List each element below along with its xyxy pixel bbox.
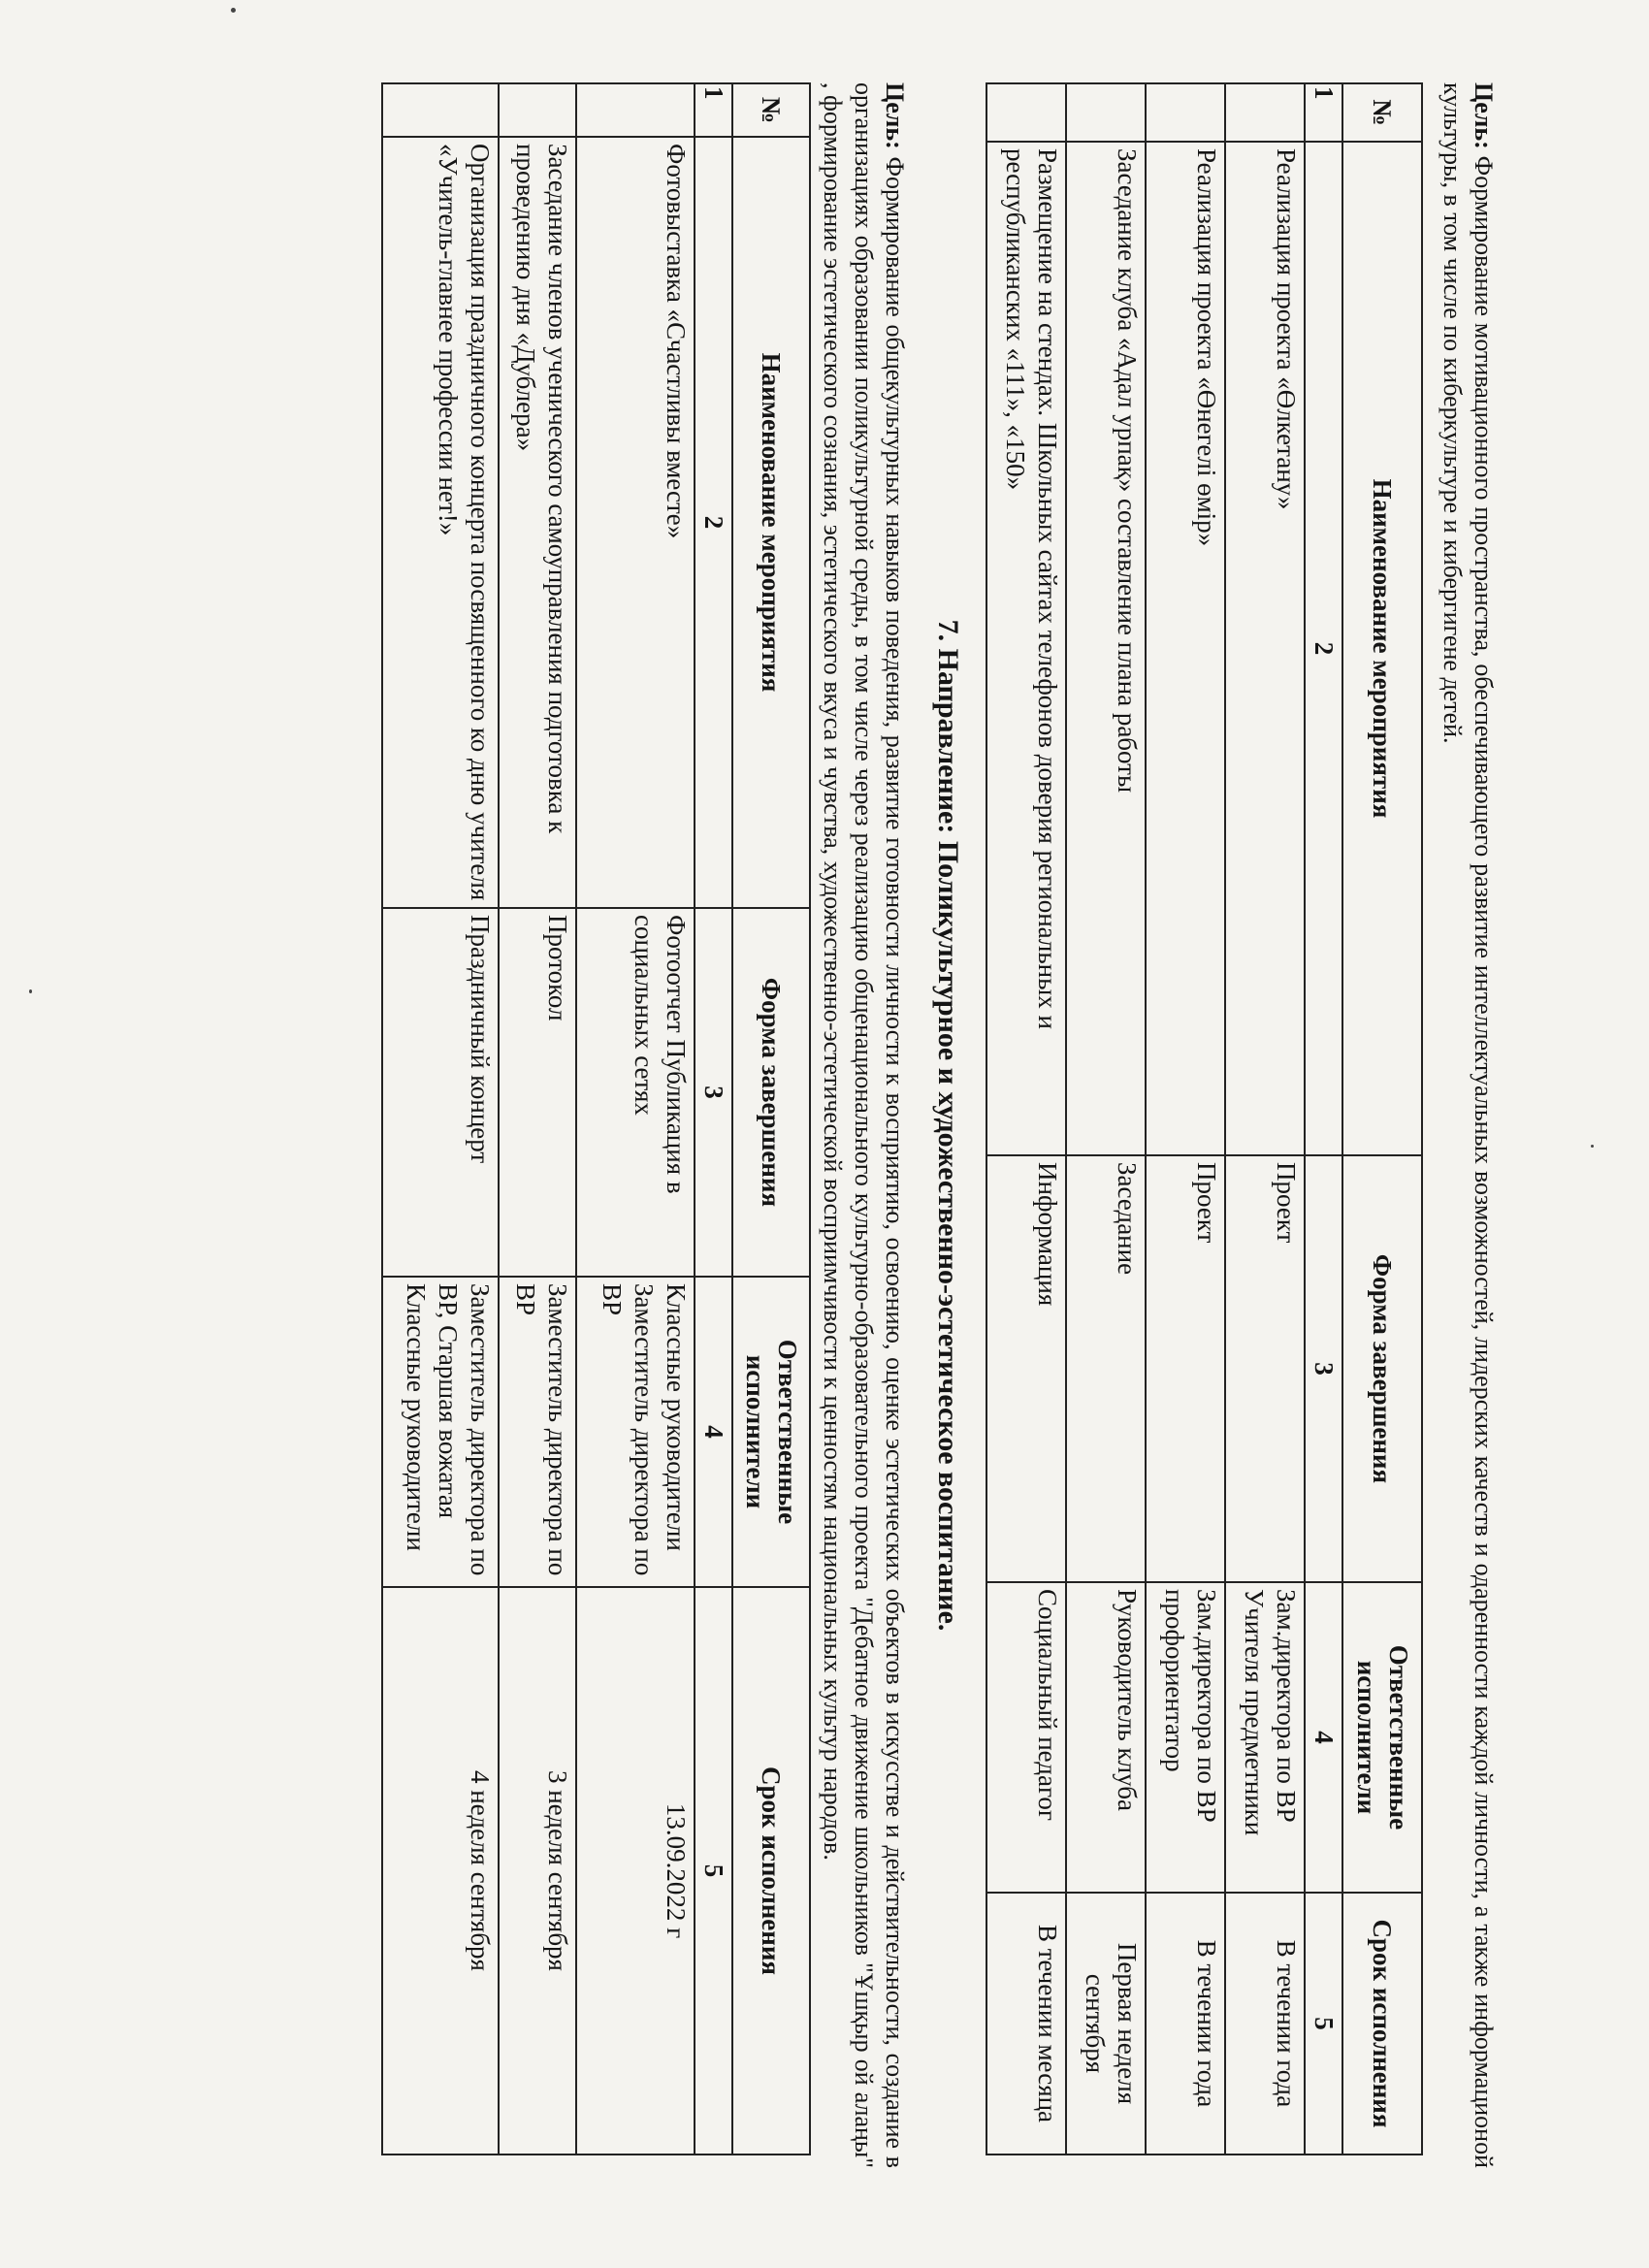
section7-title: 7. Направление: Поликультурное и художественно-эстетическое воспитание. — [932, 619, 964, 1632]
event-name: Организация праздничного концерта посвященного ко дню учителя «Учитель-главнее профессии нет!» — [382, 137, 499, 908]
responsible: Заместитель директора по ВР, Старшая вожатая Классные руководители — [382, 1277, 499, 1587]
row-number — [1225, 83, 1305, 142]
completion-form: Проект — [1225, 1155, 1305, 1582]
responsible: Зам.директора по ВР Учителя предметники — [1225, 1582, 1305, 1893]
scan-speck — [231, 8, 236, 13]
index-cell: 1 — [1305, 83, 1342, 142]
term: 3 неделя сентября — [499, 1587, 576, 2155]
event-name: Фотовыставка «Счастливы вместе» — [576, 137, 695, 908]
completion-form: Фотоотчет Публикация в социальных сетях — [576, 908, 695, 1277]
header-name: Наименование мероприятия — [732, 137, 810, 908]
responsible: Заместитель директора по ВР — [499, 1277, 576, 1587]
table-row — [1066, 83, 1146, 2155]
column-index-row — [695, 83, 732, 2155]
event-name: Заседание членов ученического самоуправления подготовка к проведению дня «Дублера» — [499, 137, 576, 908]
table-header-row — [1342, 83, 1422, 2155]
table-row — [1225, 83, 1305, 2155]
term: 4 неделя сентября — [382, 1587, 499, 2155]
section6-goal — [1437, 82, 1499, 2168]
completion-form: Протокол — [499, 908, 576, 1277]
responsible: Классные руководители Заместитель директора по ВР — [576, 1277, 695, 1587]
section7-table — [381, 82, 811, 2155]
row-number — [1146, 83, 1225, 142]
responsible: Социальный педагог — [986, 1582, 1066, 1893]
header-responsible: Ответственные исполнители — [1342, 1582, 1422, 1893]
header-responsible: Ответственные исполнители — [732, 1277, 810, 1587]
completion-form: Праздничный концерт — [382, 908, 499, 1277]
row-number — [382, 83, 499, 137]
rotated-document-page — [121, 82, 1499, 2168]
section7-goal-label: Цель: — [881, 82, 909, 149]
header-name: Наименование мероприятия — [1342, 142, 1422, 1155]
table-row — [986, 83, 1066, 2155]
index-cell: 4 — [695, 1277, 732, 1587]
term: В течении года — [1146, 1893, 1225, 2155]
index-cell: 3 — [695, 908, 732, 1277]
section6-goal-label: Цель: — [1470, 82, 1498, 149]
header-no: № — [1342, 83, 1422, 142]
index-cell: 4 — [1305, 1582, 1342, 1893]
index-cell: 5 — [1305, 1893, 1342, 2155]
section6-goal-text: Формирование мотивационного пространства, обеспечивающего развитие интеллектуальных возможностей, лидерских качеств и одаренности каждой личности, а также информационой культуры, в том числе по киберкультуре и кибергигене детей. — [1439, 82, 1498, 2168]
column-index-row — [1305, 83, 1342, 2155]
index-cell: 5 — [695, 1587, 732, 2155]
row-number — [986, 83, 1066, 142]
index-cell: 1 — [695, 83, 732, 137]
header-form: Форма завершения — [1342, 1155, 1422, 1582]
event-name: Размещение на стендах. Школьных сайтах телефонов доверия региональных и республиканских «111», «150» — [986, 142, 1066, 1155]
completion-form: Проект — [1146, 1155, 1225, 1582]
section6-table — [986, 82, 1423, 2155]
event-name: Реализация проекта «Өнегелі өмір» — [1146, 142, 1225, 1155]
term: В течении месяца — [986, 1893, 1066, 2155]
header-form: Форма завершения — [732, 908, 810, 1277]
section7-goal-text: Формирование общекультурных навыков поведения, развитие готовности личности к восприятию, освоению, оценке эстетических объектов в искусстве и действительности, создание в организациях образовании поликультурной среды, в том числе через реализацию общенационального культурно-образовательного проекта "Дебатное движение школьников "Ұшқыр ой алаңы" , формирование эстетического сознания, эстетического вкуса и чувства, художественно-эстетической восприимчивости к ценностям национальных культур народов. — [819, 82, 909, 2169]
scan-speck — [1591, 1145, 1594, 1148]
table-row — [499, 83, 576, 2155]
index-cell: 2 — [1305, 142, 1342, 1155]
table-row — [382, 83, 499, 2155]
table-row — [1146, 83, 1225, 2155]
responsible: Руководитель клуба — [1066, 1582, 1146, 1893]
table-header-row — [732, 83, 810, 2155]
header-term: Срок исполнения — [732, 1587, 810, 2155]
section7-goal — [817, 82, 910, 2168]
table-row — [576, 83, 695, 2155]
event-name: Заседание клуба «Адал урпақ» составление плана работы — [1066, 142, 1146, 1155]
row-number — [1066, 83, 1146, 142]
completion-form: Заседание — [1066, 1155, 1146, 1582]
index-cell: 3 — [1305, 1155, 1342, 1582]
row-number — [499, 83, 576, 137]
term: 13.09.2022 г — [576, 1587, 695, 2155]
event-name: Реализация проекта «Өлкетану» — [1225, 142, 1305, 1155]
completion-form: Информация — [986, 1155, 1066, 1582]
index-cell: 2 — [695, 137, 732, 908]
responsible: Зам.директора по ВР профориентатор — [1146, 1582, 1225, 1893]
term: Первая неделя сентября — [1066, 1893, 1146, 2155]
term: В течении года — [1225, 1893, 1305, 2155]
header-no: № — [732, 83, 810, 137]
header-term: Срок исполнения — [1342, 1893, 1422, 2155]
scan-speck — [29, 989, 32, 993]
row-number — [576, 83, 695, 137]
